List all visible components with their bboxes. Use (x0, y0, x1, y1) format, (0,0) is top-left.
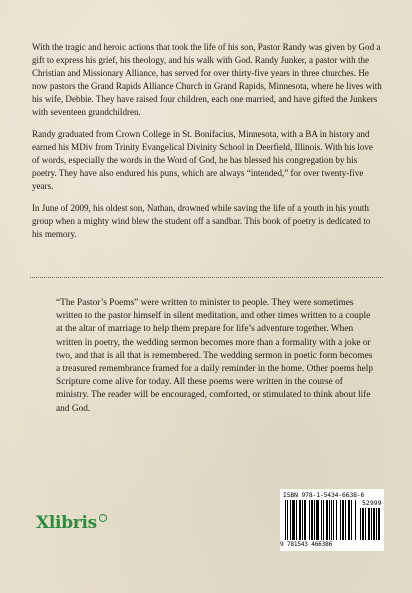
barcode-digits: 9 781543 466386 (280, 541, 333, 548)
barcode-addon-icon (360, 508, 381, 540)
isbn-label: ISBN 978-1-5434-6638-6 (283, 492, 365, 499)
dotted-divider (30, 277, 383, 278)
book-description (56, 297, 378, 416)
biography-paragraph: In June of 2009, his oldest son, Nathan, drowned while saving the life of a youth in his youth group when a mighty wind blew the student off a sandbar. This book of poetry is dedicated to his memory. (32, 203, 371, 239)
biography-paragraph: With the tragic and heroic actions that took the life of his son, Pastor Randy was given by God a gift to express his grief, his theology, and his walk with God. Randy Junker, a pastor with the Christian and Missionary Alliance, has served for over thirty-five years in three churches. He now pastors the Grand Rapids Alliance Church in Grand Rapids, Minnesota, where he lives with his wife, Debbie. They have raised four children, each one married, and have gifted the Junkers with seventeen grandchildren. (32, 42, 382, 117)
price-code: 52999 (362, 499, 382, 507)
publisher-logo (36, 513, 107, 533)
barcode-main-icon (285, 500, 356, 540)
isbn-barcode-block (280, 489, 384, 551)
publisher-name: Xlibris (36, 513, 97, 533)
author-biography (32, 41, 382, 248)
registered-mark-icon (99, 514, 107, 522)
book-description-text: “The Pastor’s Poems” were written to minister to people. They were sometimes written to the pastor himself in silent meditation, and other times written to a couple at the altar of marriage to help them prepare for life’s adventure together. When written in poetry, the wedding sermon becomes more than a formality with a joke or two, and that is all that is remembered. The wedding sermon in poetic form becomes a treasured remembrance framed for a daily reminder in the home. Other poems help Scripture come alive for today. All these poems were written in the course of ministry. The reader will be encouraged, comforted, or stimulated to think about life and God. (56, 298, 374, 414)
biography-paragraph: Randy graduated from Crown College in St. Bonifacius, Minnesota, with a BA in history and earned his MDiv from Trinity Evangelical Divinity School in Deerfield, Illinois. With his love of words, especially the words in the Word of God, he has blessed his congregation by his poetry. They have also endured his puns, which are always “intended,” for over twenty-five years. (32, 129, 373, 191)
